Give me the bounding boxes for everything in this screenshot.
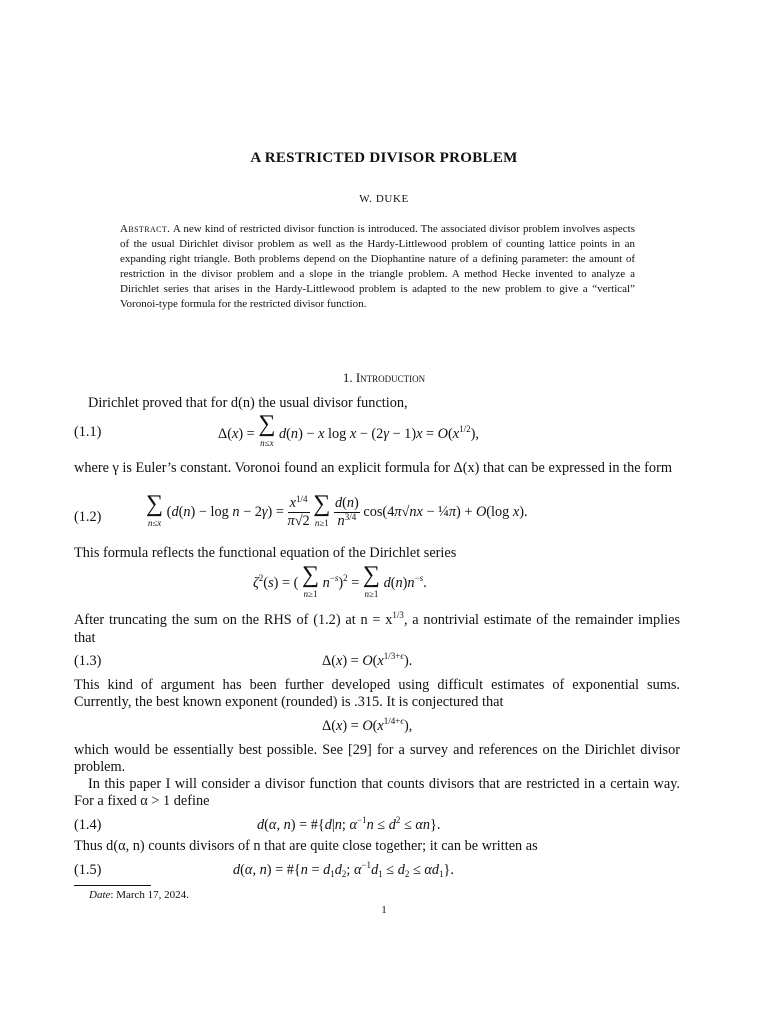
footnote-label: Date [89,889,111,901]
equation-label-1-5: (1.5) [74,862,102,878]
paragraph-3: This formula reflects the functional equation of the Dirichlet series [74,545,457,561]
paragraph-1: Dirichlet proved that for d(n) the usual divisor function, [88,395,408,411]
section-title: Introduction [355,370,426,385]
equation-1-2: ∑ n≤x (d(n) − log n − 2γ) = $\frac{x^{1/4}}{\pi√2}$ ∑ n≥1 $\frac{d(n)}{n^{3/4}}$ cos(4π√nx − ¼π) + O(log x). [146,491,528,530]
paragraph-2: where γ is Euler’s constant. Voronoi found an explicit formula for Δ(x) that can be expressed in the form [74,460,672,476]
equation-label-1-1: (1.1) [74,424,102,440]
paragraph-7: In this paper I will consider a divisor function that counts divisors that are restricted in a certain way. For a fixed α > 1 define [74,776,680,809]
equation-label-1-3: (1.3) [74,653,102,669]
section-heading [0,370,768,386]
footnote-text: : March 17, 2024. [110,889,189,901]
equation-1-4: d(α, n) = #{d|n; $\alpha^{-1}n \le d^2 \le \alpha n$}. [257,815,441,833]
footnote [89,889,189,901]
equation-1-3: $\Delta(x) = O(x^{1/3+\epsilon})$. [322,651,413,669]
footnote-rule [74,885,151,886]
equation-label-1-2: (1.2) [74,509,102,525]
paragraph-4: After truncating the sum on the RHS of (1.2) at $n = x^{1/3}$, a nontrivial estimate of the remainder implies that [74,610,681,646]
equation-1-5: d(α, n) = #{n = $d_1d_2$; $\alpha^{-1}d_1 \le d_2 \le \alpha d_1$}. [233,860,454,879]
paragraph-8: Thus d(α, n) counts divisors of n that are quite close together; it can be written as [74,838,538,854]
paragraph-5: This kind of argument has been further developed using difficult estimates of exponential sums. Currently, the best known exponent (rounded) is .315. It is conjectured that [74,677,680,710]
paragraph-4-part-b: , a nontrivial estimate of the remainder implies that [74,612,681,646]
abstract-text: A new kind of restricted divisor function is introduced. The associated divisor problem involves aspects of the usual Dirichlet divisor problem as well as the Hardy-Littlewood problem of counting lattice points in an expanding right triangle. Both problems depend on the Diophantine nature of a defining parameter: the amount of restriction in the divisor problem and a slope in the triangle problem. A method Hecke invented to analyze a Dirichlet series that arises in the Hardy-Littlewood problem is adapted to the new problem to give a “vertical” Voronoi-type formula for the restricted divisor function. [120,223,635,311]
paper-title: A RESTRICTED DIVISOR PROBLEM [250,150,518,166]
page-number: 1 [381,904,387,916]
author: W. DUKE [359,193,409,205]
abstract-label: Abstract. [120,223,171,235]
section-number: 1. [342,370,353,385]
equation-zeta: $\zeta^2(s)$ = ( ∑ n≥1 $n^{-s})^2$ = ∑ n≥1 $d(n)n^{-s}$. [253,562,427,599]
abstract [120,222,635,313]
paragraph-6: which would be essentially best possible. See [29] for a survey and references on the Dirichlet divisor problem. [74,742,680,775]
equation-conjecture: $\Delta(x) = O(x^{1/4+\epsilon})$, [322,716,413,734]
paragraph-4-part-a: After truncating the sum on the RHS of (1.2) at n = x [74,612,393,628]
equation-label-1-4: (1.4) [74,817,102,833]
equation-1-1: Δ(x) = ∑ n≤x d(n) − x $\log x - (2\gamma - 1)x = O(x^{1/2})$, [218,411,479,448]
